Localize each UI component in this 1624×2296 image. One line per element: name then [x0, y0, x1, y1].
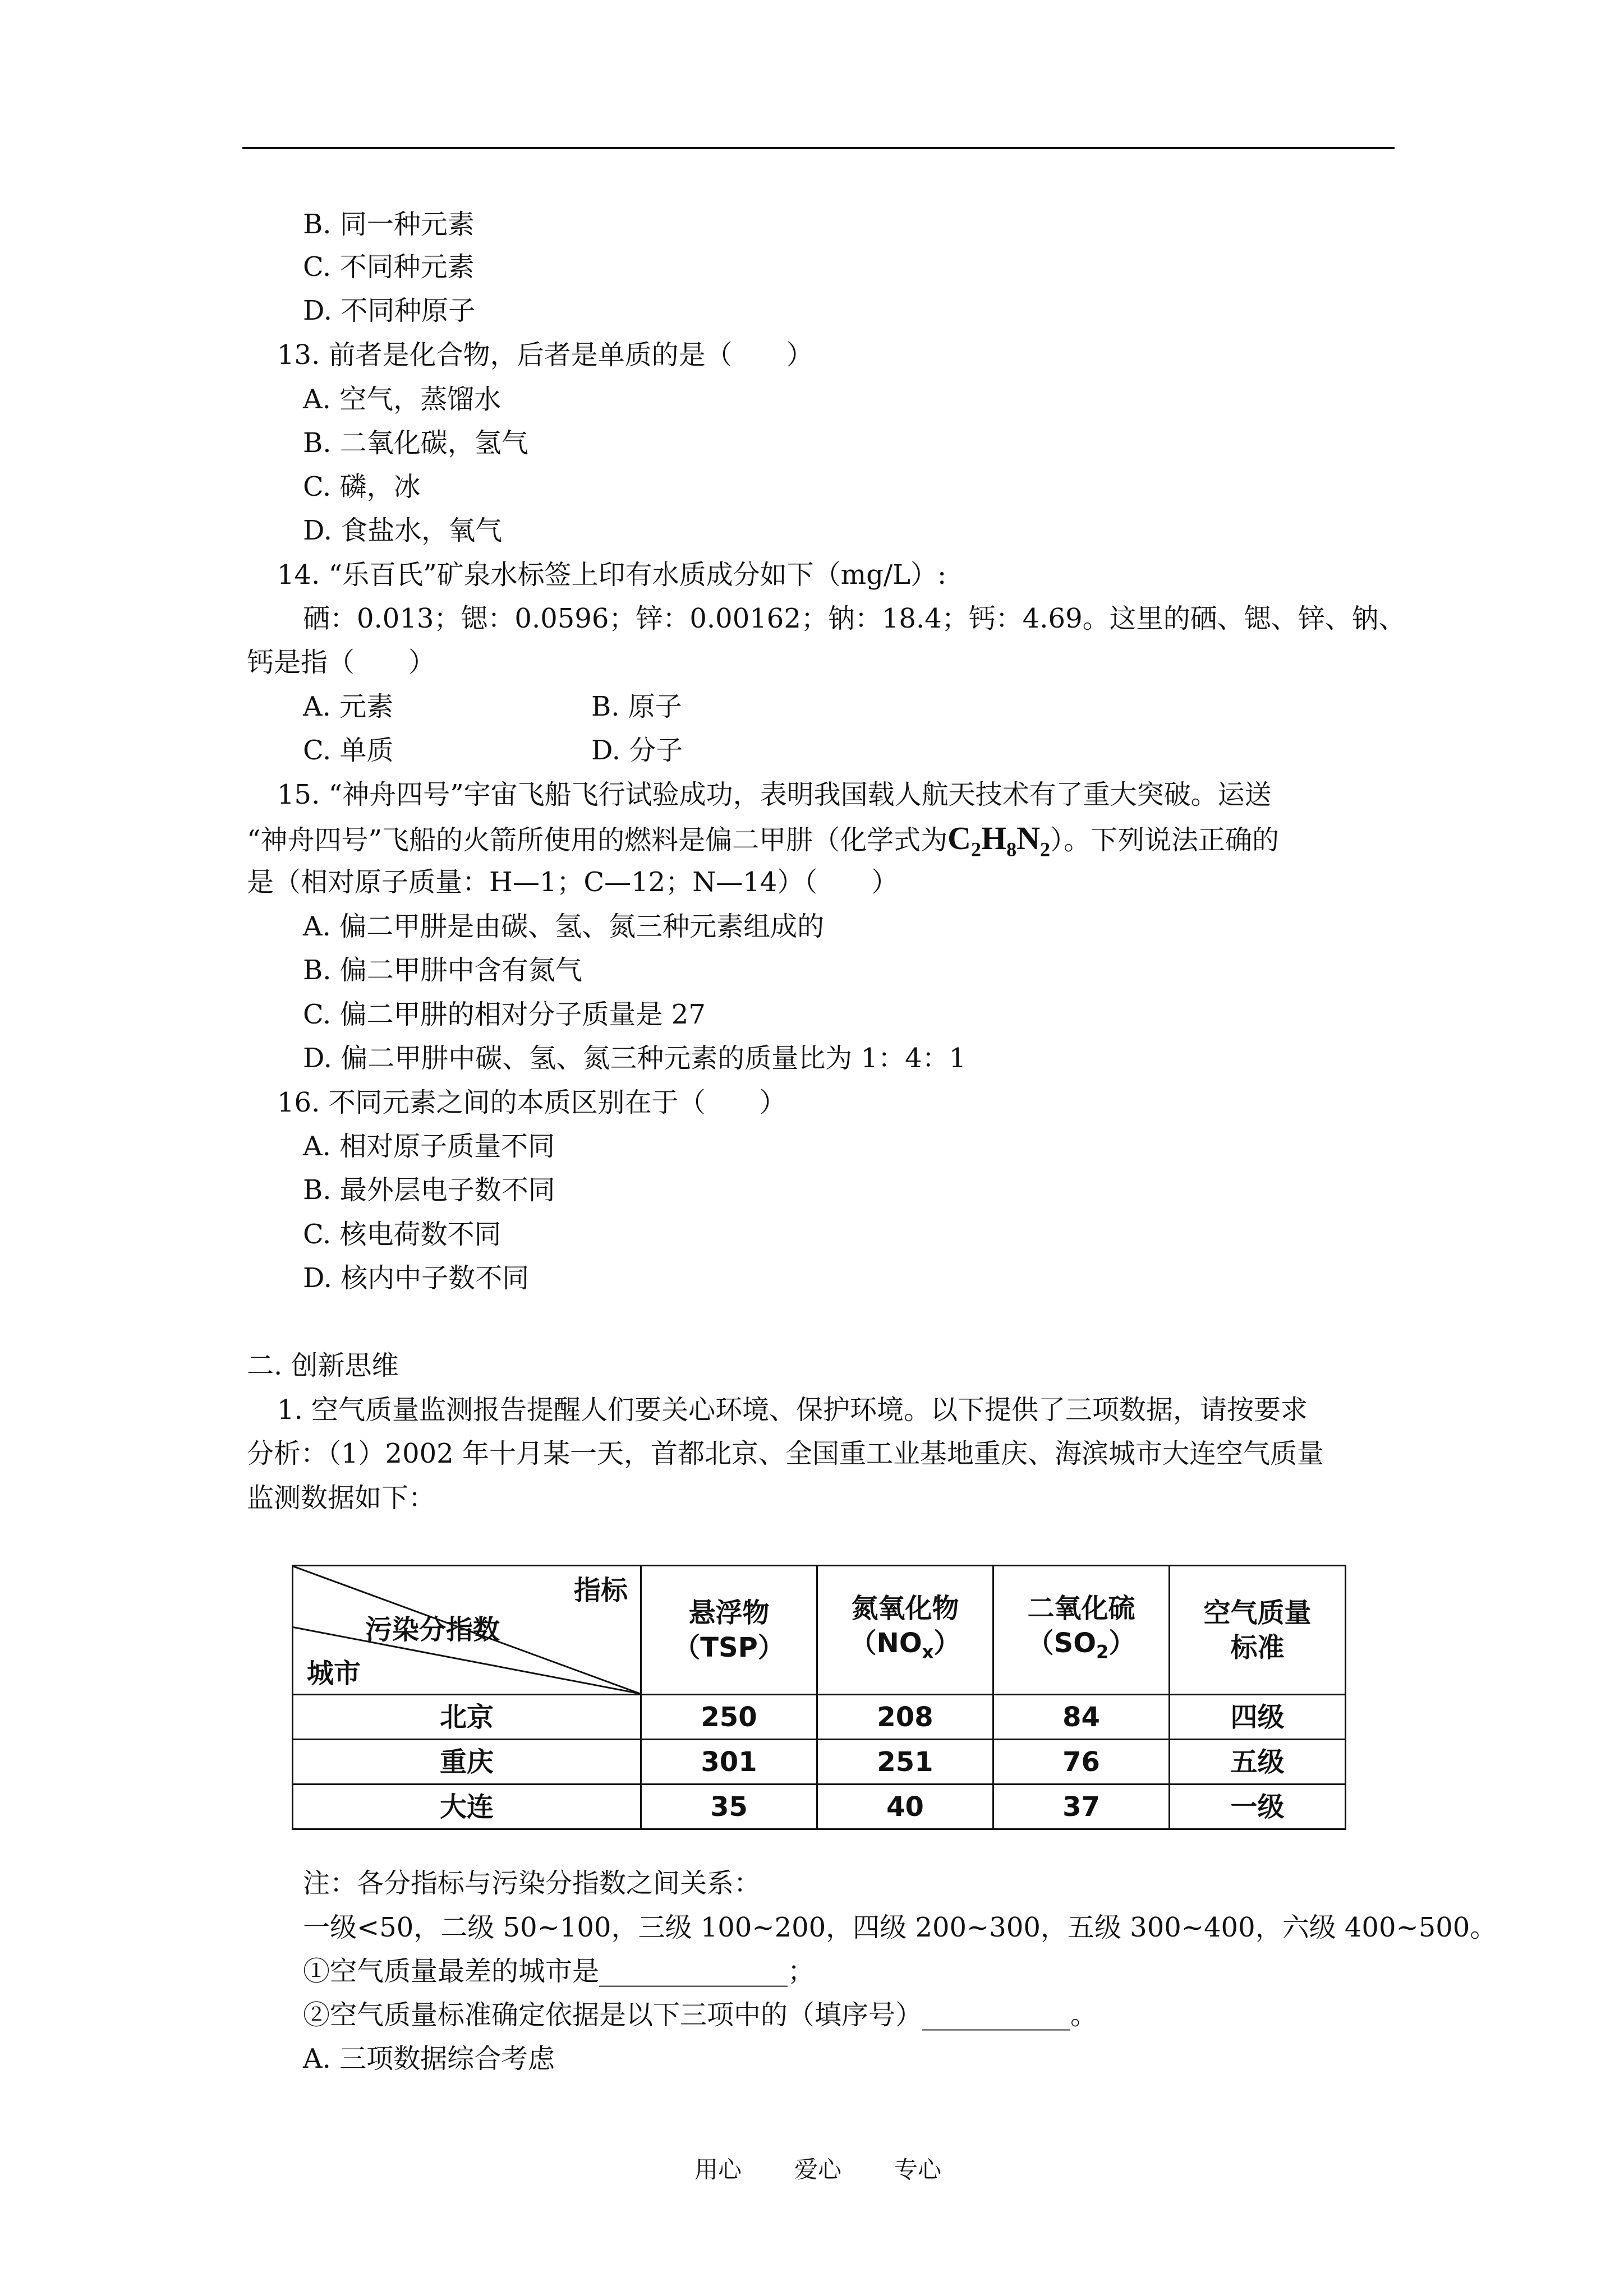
q15-stem-1: 15. “神舟四号”宇宙飞船飞行试验成功，表明我国载人航天技术有了重大突破。运送	[277, 779, 1272, 810]
q13-option-b: B. 二氧化碳，氢气	[303, 427, 528, 459]
innovation-q1-text-1: 1. 空气质量监测报告提醒人们要关心环境、保护环境。以下提供了三项数据，请按要求	[277, 1394, 1308, 1426]
diag-label-index: 污染分指数	[365, 1614, 500, 1645]
so2-cell: 37	[993, 1785, 1170, 1829]
section-title: 二. 创新思维	[247, 1350, 399, 1381]
table-row	[293, 1695, 1346, 1740]
q16-stem: 16. 不同元素之间的本质区别在于（ ）	[277, 1087, 786, 1118]
q13-option-c: C. 磷，冰	[303, 471, 421, 502]
q15-option-c: C. 偏二甲肼的相对分子质量是 27	[303, 999, 706, 1030]
note-grades: 一级<50，二级 50~100，三级 100~200，四级 200~300，五级 300~400，六级 400~500。	[303, 1912, 1497, 1943]
q14-option-c: C. 单质	[303, 735, 394, 766]
q14-option-a: A. 元素	[303, 691, 394, 722]
q16-option-d: D. 核内中子数不同	[303, 1262, 530, 1294]
note-title: 注：各分指标与污染分指数之间关系：	[303, 1868, 761, 1899]
diag-label-city: 城市	[307, 1658, 361, 1689]
q15-option-b: B. 偏二甲肼中含有氮气	[303, 955, 582, 986]
innovation-q1-text-3: 监测数据如下：	[247, 1482, 436, 1514]
tsp-cell: 301	[641, 1740, 817, 1785]
header-rule	[242, 147, 1395, 149]
q12-option-c: C. 不同种元素	[303, 251, 475, 283]
q16-option-c: C. 核电荷数不同	[303, 1219, 502, 1250]
q12-option-d: D. 不同种原子	[303, 295, 476, 326]
so2-cell: 76	[993, 1740, 1170, 1785]
q12-option-b: B. 同一种元素	[303, 209, 475, 240]
grade-cell: 五级	[1170, 1740, 1346, 1785]
grade-cell: 一级	[1170, 1785, 1346, 1829]
sub-question-2: ②空气质量标准确定依据是以下三项中的（填序号）___________。	[303, 1999, 1098, 2031]
tsp-cell: 35	[641, 1785, 817, 1829]
q16-option-a: A. 相对原子质量不同	[303, 1131, 555, 1162]
q16-option-b: B. 最外层电子数不同	[303, 1174, 555, 1206]
q14-text-1: 硒：0.013；锶：0.0596；锌：0.00162；钠：18.4；钙：4.69。这里的硒、锶、锌、钠、	[303, 603, 1406, 634]
tsp-cell: 250	[641, 1695, 817, 1740]
nox-cell: 40	[817, 1785, 993, 1829]
q14-option-d: D. 分子	[591, 735, 683, 766]
q14-text-2: 钙是指（ ）	[247, 647, 436, 678]
q15-stem-2-tail: ）。下列说法正确的	[1050, 824, 1280, 856]
nox-cell: 251	[817, 1740, 993, 1785]
nox-cell: 208	[817, 1695, 993, 1740]
table-header-row	[293, 1566, 1346, 1695]
sub-question-1: ①空气质量最差的城市是______________；	[303, 1956, 815, 1987]
header-so2: 二氧化硫 $(SO_2)$	[993, 1566, 1170, 1695]
q15-stem-3: 是（相对原子质量：H—1；C—12；N—14）（ ）	[247, 866, 899, 898]
header-nox: 氮氧化物 $(NO_x)$	[817, 1566, 993, 1695]
q15-stem-2-text: “神舟四号”飞船的火箭所使用的燃料是偏二甲肼（化学式为	[247, 824, 948, 856]
footer-text-1: 用心	[694, 2156, 742, 2183]
q15-stem-2	[247, 822, 1279, 866]
q15-option-d: D. 偏二甲肼中碳、氢、氮三种元素的质量比为 1：4：1	[303, 1043, 967, 1074]
header-tsp: 悬浮物 （TSP）	[641, 1566, 817, 1695]
q14-option-b: B. 原子	[591, 691, 682, 722]
header-grade: 空气质量 标准	[1170, 1566, 1346, 1695]
sub-question-2-option-a: A. 三项数据综合考虑	[303, 2043, 555, 2074]
table-row	[293, 1785, 1346, 1829]
q14-stem: 14. “乐百氏”矿泉水标签上印有水质成分如下（mg/L）:	[277, 559, 947, 591]
q13-option-a: A. 空气，蒸馏水	[303, 384, 502, 415]
innovation-q1-text-2: 分析：（1）2002 年十月某一天，首都北京、全国重工业基地重庆、海滨城市大连空气质量	[247, 1438, 1324, 1469]
chemical-formula: $C_2H_8N_2$	[947, 820, 1050, 861]
q15-option-a: A. 偏二甲肼是由碳、氢、氮三种元素组成的	[303, 911, 825, 942]
q13-stem: 13. 前者是化合物，后者是单质的是（ ）	[277, 339, 813, 371]
city-cell: 大连	[293, 1785, 641, 1829]
city-cell: 重庆	[293, 1740, 641, 1785]
diagonal-header-cell	[293, 1566, 641, 1695]
grade-cell: 四级	[1170, 1695, 1346, 1740]
footer-text-3: 专心	[894, 2156, 942, 2183]
diag-label-indicator: 指标	[573, 1575, 628, 1606]
q13-option-d: D. 食盐水，氧气	[303, 515, 503, 546]
city-cell: 北京	[293, 1695, 641, 1740]
table-row	[293, 1740, 1346, 1785]
footer-text-2: 爱心	[794, 2156, 842, 2183]
so2-cell: 84	[993, 1695, 1170, 1740]
air-quality-table	[292, 1565, 1346, 1828]
